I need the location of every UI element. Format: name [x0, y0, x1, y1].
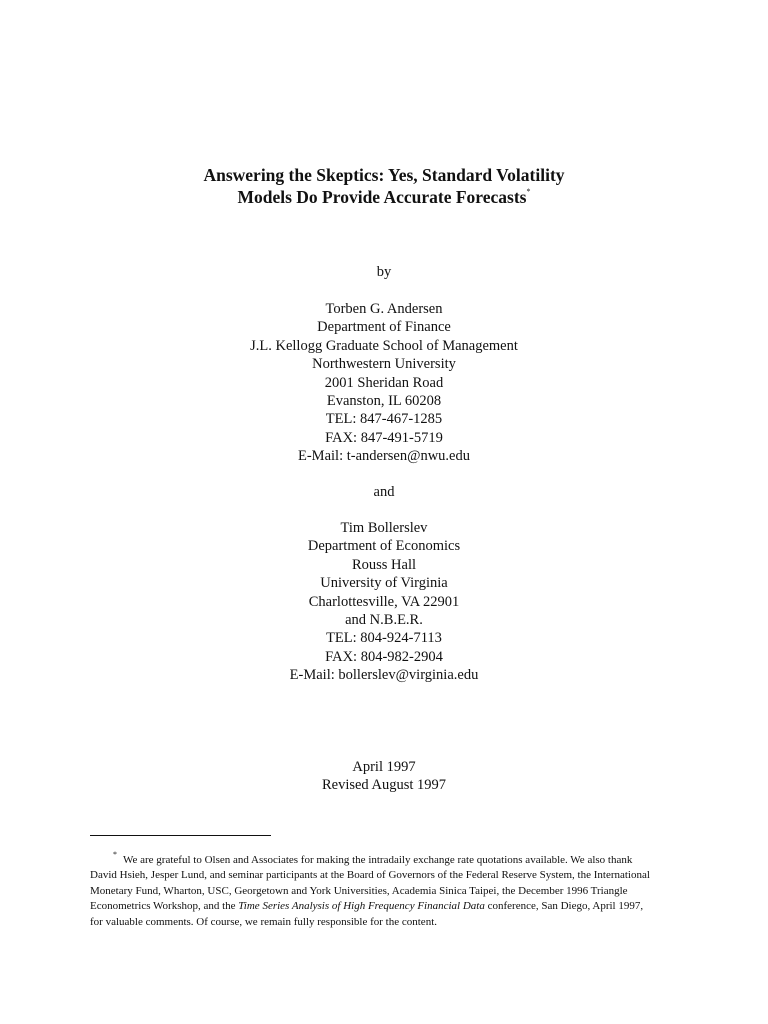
author-2-city: Charlottesville, VA 22901	[308, 593, 460, 610]
author-1-email: E-Mail: t-andersen@nwu.edu	[298, 448, 470, 465]
paper-title	[0, 164, 768, 208]
footnote	[90, 850, 682, 930]
author-2-affiliation: and N.B.E.R.	[345, 612, 423, 629]
author-1-address	[0, 300, 768, 466]
title-footnote-marker: *	[526, 187, 531, 196]
footnote-line-1: We are grateful to Olsen and Associates for making the intradaily exchange rate quotations available. We also thank	[123, 854, 633, 866]
conference-title: Time Series Analysis of High Frequency Financial Data	[238, 900, 485, 913]
paper-date: April 1997	[352, 759, 416, 775]
author-1-name: Torben G. Andersen	[325, 301, 443, 317]
author-1-city: Evanston, IL 60208	[326, 393, 442, 410]
footnote-line-3: Monetary Fund, Wharton, USC, Georgetown and York Universities, Academia Sinica Taipei, the December 1996 Triangle	[90, 884, 628, 897]
footnote-line-4-post: conference, San Diego, April 1997,	[484, 900, 644, 913]
footnote-separator	[90, 835, 271, 836]
paper-revised-date: Revised August 1997	[321, 777, 447, 794]
author-2-department: Department of Economics	[307, 538, 461, 555]
author-2-tel: TEL: 804-924-7113	[326, 630, 442, 647]
footnote-line-4	[90, 899, 682, 914]
author-2-name: Tim Bollerslev	[340, 520, 428, 536]
author-1-fax: FAX: 847-491-5719	[325, 429, 443, 446]
and-label-block	[0, 483, 768, 501]
footnote-line-4-pre: Econometrics Workshop, and the	[90, 900, 239, 913]
footnote-line-5: for valuable comments. Of course, we remain fully responsible for the content.	[90, 915, 437, 928]
author-2-building: Rouss Hall	[351, 556, 417, 573]
author-1-department: Department of Finance	[317, 319, 451, 336]
author-2-university: University of Virginia	[320, 575, 448, 592]
paper-dates	[0, 758, 768, 795]
author-1-school: J.L. Kellogg Graduate School of Management	[250, 337, 518, 354]
author-2-address	[0, 519, 768, 685]
by-label: by	[376, 264, 392, 280]
author-2-email: E-Mail: bollerslev@virginia.edu	[289, 667, 479, 684]
footnote-marker: *	[113, 850, 117, 859]
author-1-street: 2001 Sheridan Road	[324, 374, 444, 391]
title-line-2-text: Models Do Provide Accurate Forecasts	[237, 187, 527, 207]
by-label-block	[0, 263, 768, 281]
author-1-university: Northwestern University	[312, 356, 456, 373]
title-line-1: Answering the Skeptics: Yes, Standard Volatility	[203, 165, 565, 185]
author-2-fax: FAX: 804-982-2904	[325, 648, 443, 665]
author-1-tel: TEL: 847-467-1285	[325, 411, 443, 428]
and-label: and	[373, 484, 395, 500]
footnote-line-2: David Hsieh, Jesper Lund, and seminar participants at the Board of Governors of the Federal Reserve System, the International	[90, 869, 650, 882]
title-line-2	[0, 186, 768, 208]
